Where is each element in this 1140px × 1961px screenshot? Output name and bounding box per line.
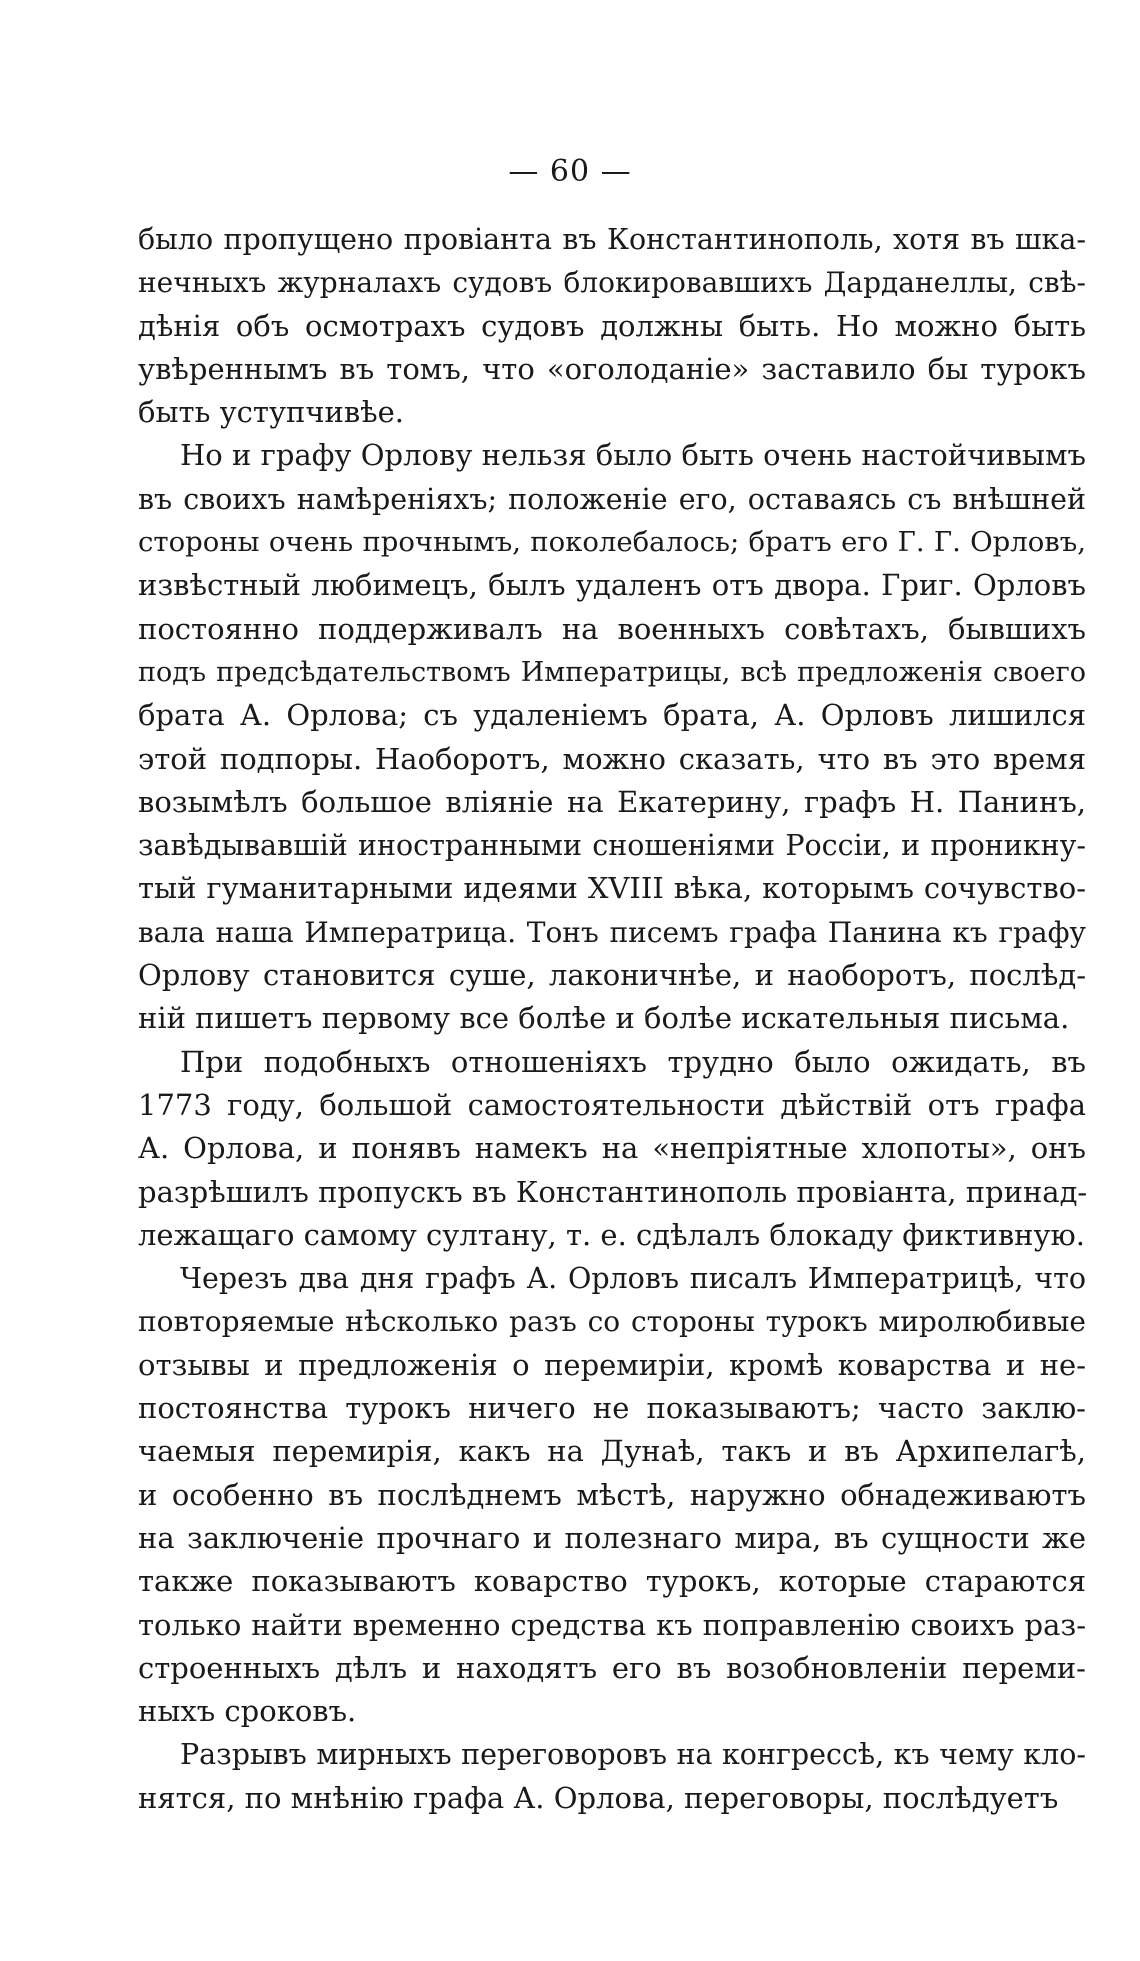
text-line: отзывы и предложенія о перемиріи, кромѣ коварства и не- [138, 1347, 1086, 1382]
text-line: ній пишетъ первому все болѣе и болѣе искательныя письма. [138, 1001, 1070, 1036]
paragraph-5 [138, 1733, 1086, 1820]
paragraph-3 [138, 1041, 1086, 1257]
text-line: При подобныхъ отношеніяхъ трудно было ожидать, въ [180, 1044, 1086, 1079]
text-line: извѣстный любимецъ, былъ удаленъ отъ двора. Григ. Орловъ [138, 568, 1086, 603]
paragraph-2 [138, 434, 1086, 1040]
text-line: этой подпоры. Наоборотъ, можно сказать, что въ это время [138, 741, 1086, 776]
text-line: брата А. Орлова; съ удаленіемъ брата, А. Орловъ лишился [138, 698, 1086, 733]
text-line: нятся, по мнѣнію графа А. Орлова, переговоры, послѣдуетъ [138, 1780, 1059, 1815]
text-line: также показываютъ коварство турокъ, которые стараются [138, 1564, 1086, 1599]
text-line: 1773 году, большой самостоятельности дѣйствій отъ графа [138, 1087, 1086, 1122]
text-line: разрѣшилъ пропускъ въ Константинополь провіанта, принад- [138, 1174, 1088, 1209]
paragraph-4 [138, 1257, 1086, 1733]
text-line: чаемыя перемирія, какъ на Дунаѣ, такъ и въ Архипелагѣ, [138, 1434, 1086, 1469]
text-line: постоянно поддерживалъ на военныхъ совѣтахъ, бывшихъ [138, 611, 1086, 646]
text-line: Но и графу Орлову нельзя было быть очень настойчивымъ [180, 438, 1086, 473]
paragraph-1 [138, 218, 1086, 434]
text-line: Разрывъ мирныхъ переговоровъ на конгрессѣ, къ чему кло- [180, 1738, 1086, 1772]
text-line: на заключеніе прочнаго и полезнаго мира, въ сущности же [138, 1520, 1086, 1555]
text-line: тый гуманитарными идеями XVIII вѣка, которымъ сочувство- [138, 871, 1086, 906]
text-line: постоянства турокъ ничего не показываютъ; часто заклю- [138, 1391, 1086, 1426]
text-line: завѣдывавшій иностранными сношеніями Россіи, и проникну- [138, 829, 1086, 863]
text-line: дѣнія объ осмотрахъ судовъ должны быть. Но можно быть [138, 308, 1086, 343]
body-text [138, 218, 1086, 1820]
text-line: было пропущено провіанта въ Константинополь, хотя въ шка- [138, 223, 1086, 256]
text-line: подъ предсѣдательствомъ Императрицы, всѣ предложенія своего [138, 656, 1086, 688]
text-line: строенныхъ дѣлъ и находятъ его въ возобновленіи переми- [138, 1650, 1086, 1685]
text-line: А. Орлова, и понявъ намекъ на «непріятные хлопоты», онъ [138, 1131, 1086, 1166]
text-line: вала наша Императрица. Тонъ писемъ графа Панина къ графу [138, 915, 1086, 949]
text-line: и особенно въ послѣднемъ мѣстѣ, наружно обнадеживаютъ [138, 1477, 1086, 1512]
text-line: ныхъ сроковъ. [138, 1694, 357, 1729]
text-line: нечныхъ журналахъ судовъ блокировавшихъ Дарданеллы, свѣ- [138, 266, 1086, 300]
text-line: лежащаго самому султану, т. е. сдѣлалъ блокаду фиктивную. [138, 1217, 1086, 1252]
text-line: Черезъ два дня графъ А. Орловъ писалъ Императрицѣ, что [180, 1262, 1086, 1296]
text-line: только найти временно средства къ поправленію своихъ раз- [138, 1607, 1086, 1642]
page-number: — 60 — [508, 154, 632, 189]
text-line: повторяемые нѣсколько разъ со стороны турокъ миролюбивые [138, 1305, 1086, 1339]
text-line: Орлову становится суше, лаконичнѣе, и наоборотъ, послѣд- [138, 958, 1086, 993]
text-line: стороны очень прочнымъ, поколебалось; братъ его Г. Г. Орловъ, [138, 526, 1086, 559]
text-line: увѣреннымъ въ томъ, что «оголоданіе» заставило бы турокъ [138, 351, 1086, 386]
text-line: возымѣлъ большое вліяніе на Екатерину, графъ Н. Панинъ, [138, 784, 1086, 819]
text-line: быть уступчивѣе. [138, 395, 405, 430]
text-line: въ своихъ намѣреніяхъ; положеніе его, оставаясь съ внѣшней [138, 482, 1086, 516]
